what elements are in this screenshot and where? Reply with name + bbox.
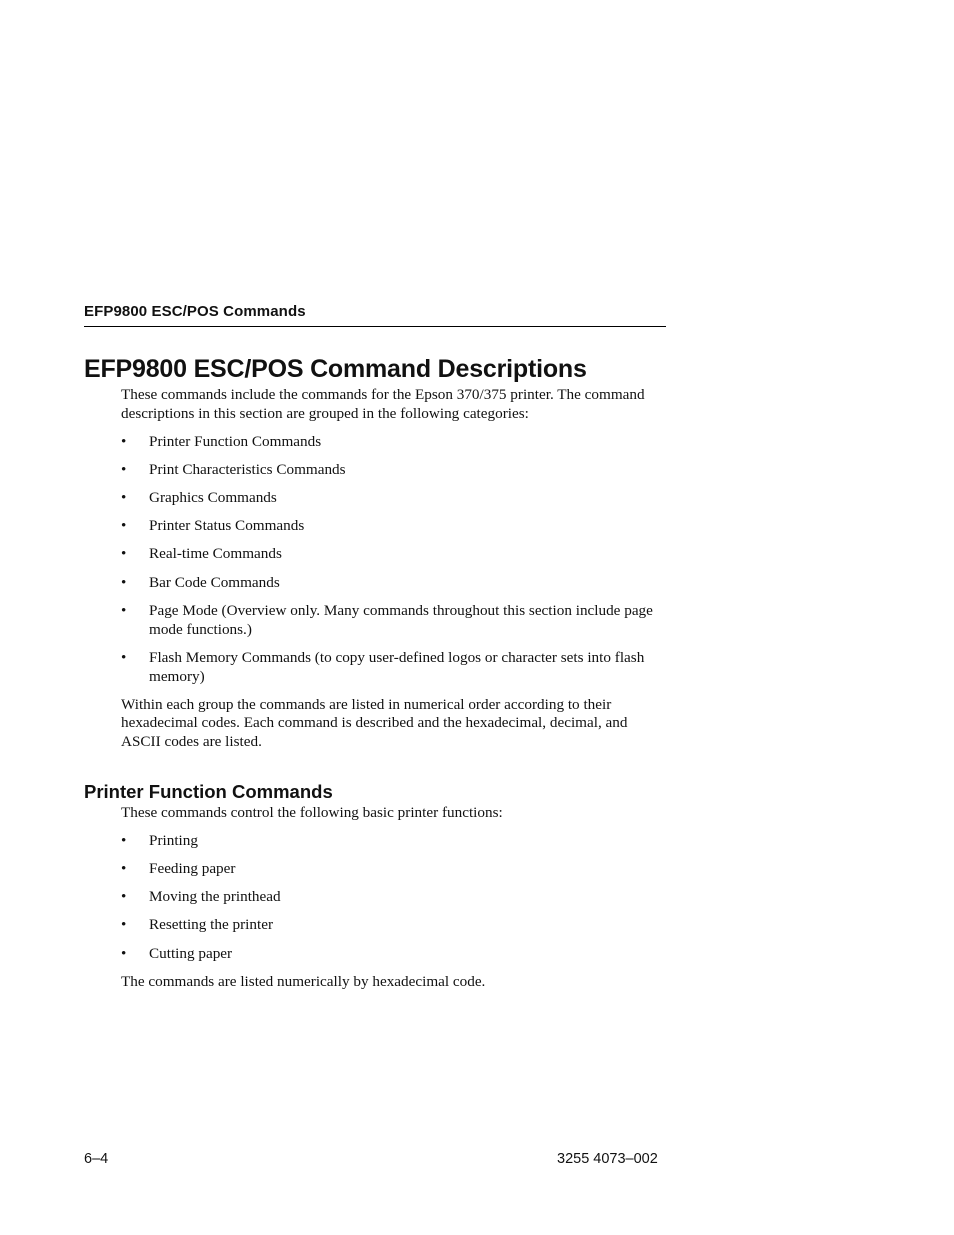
list-item	[121, 860, 666, 879]
list-item-label: Real-time Commands	[149, 545, 282, 563]
page-number: 6–4	[84, 1151, 109, 1167]
bullet-icon: •	[121, 432, 127, 450]
section-intro: These commands include the commands for the Epson 370/375 printer. The command descriptions in this section are grouped in the following categories:	[121, 386, 645, 422]
list-item-label: Graphics Commands	[149, 488, 277, 506]
list-item-label: Feeding paper	[149, 860, 236, 878]
bullet-icon: •	[121, 573, 127, 591]
subsection-body	[121, 804, 666, 992]
list-item	[121, 945, 666, 964]
list-item	[121, 649, 666, 687]
list-item	[121, 461, 666, 480]
category-list	[121, 433, 666, 687]
list-item	[121, 832, 666, 851]
bullet-icon: •	[121, 888, 127, 906]
running-header: EFP9800 ESC/POS Commands	[84, 303, 306, 320]
subsection-title: Printer Function Commands	[84, 781, 333, 803]
list-item	[121, 916, 666, 935]
page-content	[84, 352, 684, 992]
list-item-label: Printer Status Commands	[149, 517, 305, 535]
list-item-label: Resetting the printer	[149, 916, 273, 934]
bullet-icon: •	[121, 831, 127, 849]
section-body	[121, 386, 666, 752]
document-number: 3255 4073–002	[557, 1151, 658, 1167]
list-item-label: Bar Code Commands	[149, 573, 280, 591]
list-item-label: Print Characteristics Commands	[149, 460, 346, 478]
header-rule	[84, 326, 666, 327]
list-item	[121, 888, 666, 907]
list-item-label: Printing	[149, 831, 198, 849]
section-title: EFP9800 ESC/POS Command Descriptions	[84, 355, 587, 383]
bullet-icon: •	[121, 517, 127, 535]
subsection-closing: The commands are listed numerically by hexadecimal code.	[121, 972, 486, 990]
bullet-icon: •	[121, 545, 127, 563]
list-item-label: Moving the printhead	[149, 888, 281, 906]
bullet-icon: •	[121, 860, 127, 878]
list-item	[121, 574, 666, 593]
list-item	[121, 489, 666, 508]
list-item-label: Cutting paper	[149, 944, 233, 962]
list-item	[121, 433, 666, 452]
bullet-icon: •	[121, 601, 127, 619]
subsection-intro: These commands control the following basic printer functions:	[121, 804, 503, 822]
list-item-label: Flash Memory Commands (to copy user-defined logos or character sets into flash memory)	[149, 648, 645, 685]
section-closing: Within each group the commands are listed in numerical order according to their hexadecimal codes. Each command is described and the hexadecimal, decimal, and ASCII codes are listed.	[121, 695, 628, 751]
list-item	[121, 545, 666, 564]
function-list	[121, 832, 666, 964]
bullet-icon: •	[121, 460, 127, 478]
bullet-icon: •	[121, 916, 127, 934]
list-item-label: Printer Function Commands	[149, 432, 322, 450]
bullet-icon: •	[121, 488, 127, 506]
bullet-icon: •	[121, 944, 127, 962]
list-item-label: Page Mode (Overview only. Many commands throughout this section include page mode functions.)	[149, 601, 653, 638]
list-item	[121, 602, 666, 640]
bullet-icon: •	[121, 648, 127, 666]
list-item	[121, 517, 666, 536]
